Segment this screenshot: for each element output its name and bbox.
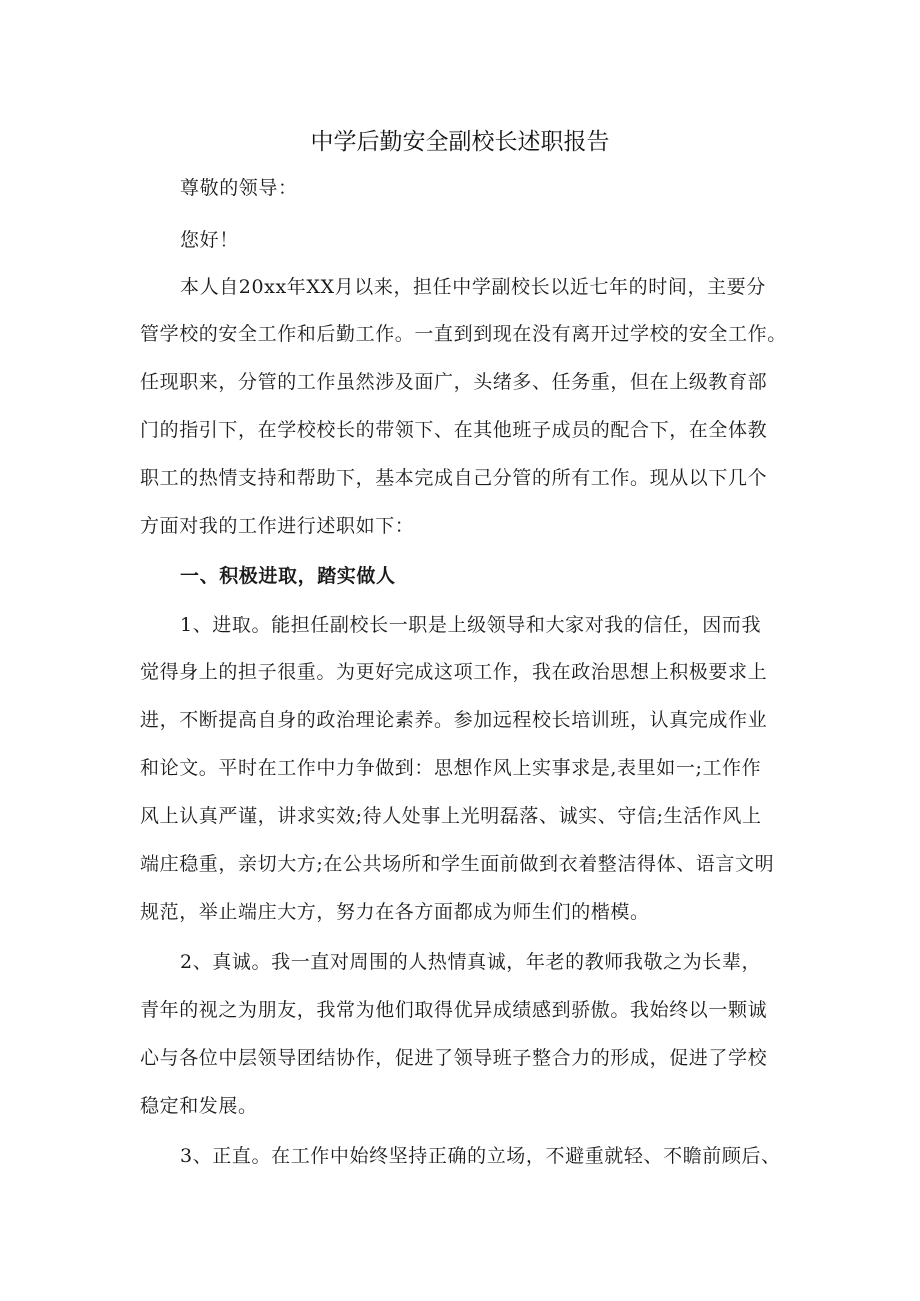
- paragraph-line: 心与各位中层领导团结协作，促进了领导班子整合力的形成，促进了学校: [140, 1047, 768, 1069]
- paragraph-line: 3、正直。在工作中始终坚持正确的立场，不避重就轻、不瞻前顾后、: [180, 1145, 781, 1167]
- paragraph-line: 1、进取。能担任副校长一职是上级领导和大家对我的信任，因而我: [180, 614, 762, 636]
- paragraph-line: 2、真诚。我一直对周围的人热情真诚，年老的教师我敬之为长辈，: [180, 951, 762, 973]
- paragraph-line: 门的指引下，在学校校长的带领下、在其他班子成员的配合下，在全体教: [140, 419, 768, 441]
- paragraph-line: 进，不断提高自身的政治理论素养。参加远程校长培训班，认真完成作业: [140, 709, 768, 731]
- paragraph-line: 本人自20xx年XX月以来，担任中学副校长以近七年的时间，主要分: [180, 276, 766, 298]
- paragraph-line: 觉得身上的担子很重。为更好完成这项工作，我在政治思想上积极要求上: [140, 661, 768, 683]
- greeting: 您好！: [180, 229, 239, 251]
- paragraph-line: 职工的热情支持和帮助下，基本完成自己分管的所有工作。现从以下几个: [140, 467, 768, 489]
- paragraph-line: 端庄稳重，亲切大方;在公共场所和学生面前做到衣着整洁得体、语言文明: [140, 853, 775, 875]
- document-title: 中学后勤安全副校长述职报告: [310, 129, 610, 155]
- paragraph-line: 青年的视之为朋友，我常为他们取得优异成绩感到骄傲。我始终以一颗诚: [140, 999, 768, 1021]
- paragraph-line: 管学校的安全工作和后勤工作。一直到到现在没有离开过学校的安全工作。: [140, 323, 787, 345]
- paragraph-line: 规范，举止端庄大方，努力在各方面都成为师生们的楷模。: [140, 901, 650, 923]
- salutation: 尊敬的领导：: [180, 177, 298, 199]
- section-heading: 一、积极进取，踏实做人: [180, 565, 396, 587]
- paragraph-line: 和论文。平时在工作中力争做到：思想作风上实事求是,表里如一;工作作: [140, 757, 762, 779]
- paragraph-line: 方面对我的工作进行述职如下：: [140, 515, 415, 537]
- paragraph-line: 任现职来，分管的工作虽然涉及面广，头绪多、任务重，但在上级教育部: [140, 371, 768, 393]
- paragraph-line: 风上认真严谨，讲求实效;待人处事上光明磊落、诚实、守信;生活作风上: [140, 805, 762, 827]
- paragraph-line: 稳定和发展。: [140, 1095, 258, 1117]
